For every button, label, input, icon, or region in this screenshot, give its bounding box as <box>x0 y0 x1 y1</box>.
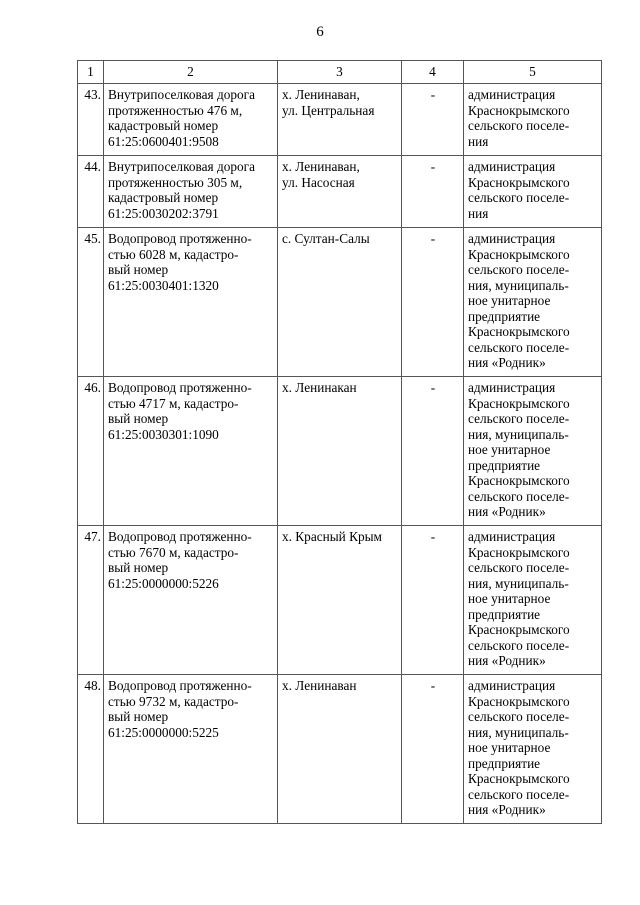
object-description: Внутрипоселковая дорога протяженностью 305 м, кадастровый номер 61:25:0030202:3791 <box>104 156 278 228</box>
table-header-row <box>78 61 602 84</box>
holder: администрация Краснокрымского сельского поселе- ния, муниципаль- ное унитарное предприятие Краснокрымского сельского поселе- ния «Родник» <box>464 228 602 377</box>
object-description: Водопровод протяженно- стью 4717 м, кадастро- вый номер 61:25:0030301:1090 <box>104 377 278 526</box>
table-row <box>78 675 602 824</box>
row-number: 48. <box>78 675 104 824</box>
holder: администрация Краснокрымского сельского поселе- ния, муниципаль- ное унитарное предприятие Краснокрымского сельского поселе- ния «Родник» <box>464 526 602 675</box>
header-cell-5: 5 <box>464 61 602 84</box>
column-4-value: - <box>402 675 464 824</box>
holder: администрация Краснокрымского сельского поселе- ния, муниципаль- ное унитарное предприятие Краснокрымского сельского поселе- ния «Родник» <box>464 377 602 526</box>
object-description: Водопровод протяженно- стью 9732 м, кадастро- вый номер 61:25:0000000:5225 <box>104 675 278 824</box>
property-table <box>77 60 602 824</box>
table-row <box>78 84 602 156</box>
object-description: Водопровод протяженно- стью 7670 м, кадастро- вый номер 61:25:0000000:5226 <box>104 526 278 675</box>
column-4-value: - <box>402 156 464 228</box>
object-address: х. Ленинаван, ул. Центральная <box>278 84 402 156</box>
header-cell-3: 3 <box>278 61 402 84</box>
holder: администрация Краснокрымского сельского поселе- ния <box>464 84 602 156</box>
holder: администрация Краснокрымского сельского поселе- ния, муниципаль- ное унитарное предприятие Краснокрымского сельского поселе- ния «Родник» <box>464 675 602 824</box>
object-address: х. Ленинаван, ул. Насосная <box>278 156 402 228</box>
table-row <box>78 377 602 526</box>
header-cell-4: 4 <box>402 61 464 84</box>
header-cell-1: 1 <box>78 61 104 84</box>
row-number: 45. <box>78 228 104 377</box>
object-address: с. Султан-Салы <box>278 228 402 377</box>
object-address: х. Ленинакан <box>278 377 402 526</box>
page-number: 6 <box>316 24 324 40</box>
column-4-value: - <box>402 228 464 377</box>
object-address: х. Красный Крым <box>278 526 402 675</box>
object-address: х. Ленинаван <box>278 675 402 824</box>
row-number: 47. <box>78 526 104 675</box>
object-description: Водопровод протяженно- стью 6028 м, кадастро- вый номер 61:25:0030401:1320 <box>104 228 278 377</box>
column-4-value: - <box>402 84 464 156</box>
table-row <box>78 156 602 228</box>
holder: администрация Краснокрымского сельского поселе- ния <box>464 156 602 228</box>
header-cell-2: 2 <box>104 61 278 84</box>
row-number: 43. <box>78 84 104 156</box>
row-number: 44. <box>78 156 104 228</box>
table-row <box>78 526 602 675</box>
row-number: 46. <box>78 377 104 526</box>
column-4-value: - <box>402 377 464 526</box>
object-description: Внутрипоселковая дорога протяженностью 476 м, кадастровый номер 61:25:0600401:9508 <box>104 84 278 156</box>
table-row <box>78 228 602 377</box>
column-4-value: - <box>402 526 464 675</box>
